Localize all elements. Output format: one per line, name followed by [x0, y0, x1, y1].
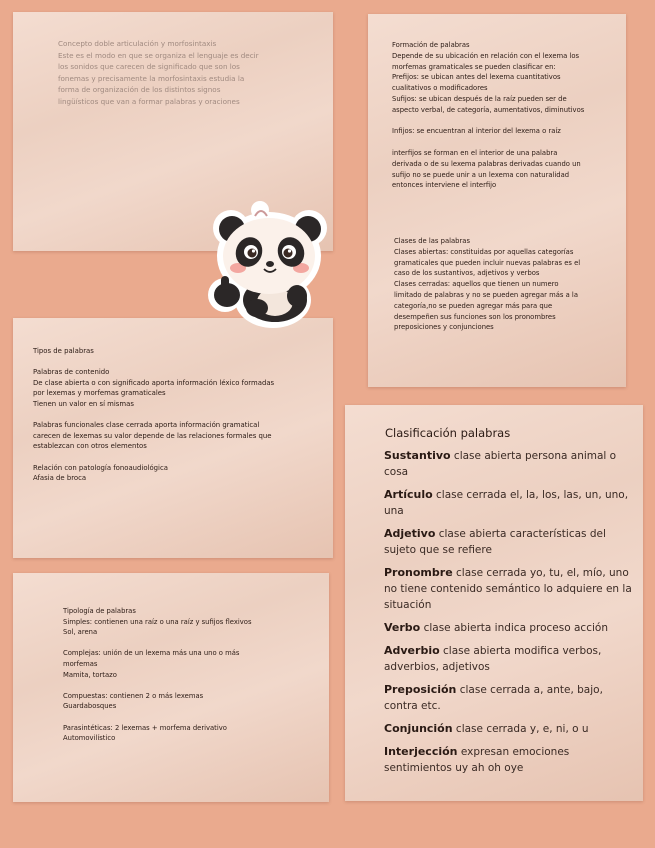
term-desc: clase cerrada el, la, los, las, un, uno, una [384, 489, 629, 517]
card-formacion-palabras [368, 14, 626, 387]
term-desc: clase abierta modifica verbos, adverbios, adjetivos [384, 645, 602, 673]
card-clasificacion-palabras [345, 405, 643, 801]
term-desc: clase cerrada y, e, ni, o u [455, 723, 589, 735]
term-label: Verbo [384, 621, 421, 634]
term-desc: expresan emociones sentimientos uy ah oh oye [384, 746, 570, 774]
term-label: Artículo [384, 488, 433, 501]
term-desc: clase abierta indica proceso acción [423, 622, 608, 634]
list-item [384, 526, 634, 558]
list-item [384, 448, 634, 480]
list-item [384, 682, 634, 714]
term-label: Interjección [384, 745, 458, 758]
card-tipologia-palabras [13, 573, 329, 802]
list-item [384, 744, 634, 776]
clasificacion-heading: Clasificación palabras [385, 426, 511, 440]
list-item [384, 565, 634, 613]
term-label: Adverbio [384, 644, 440, 657]
term-label: Conjunción [384, 722, 453, 735]
term-label: Pronombre [384, 566, 453, 579]
term-desc: clase cerrada a, ante, bajo, contra etc. [384, 684, 603, 712]
term-label: Preposición [384, 683, 457, 696]
panda-sticker-icon [205, 198, 335, 328]
list-item [384, 487, 634, 519]
list-item [384, 721, 634, 737]
card-tipos-palabras [13, 318, 333, 558]
formacion-text: Formación de palabras Depende de su ubicación en relación con el lexema los morfemas gramaticales se pueden clasificar en: Prefijos: se ubican antes del lexema cuantitativos cualitativos o modificadores Sufijos: se ubican después de la raíz pueden ser de aspecto verbal, de categoría, aumentativos, diminutivos Infijos: se encuentran al interior del lexema o raíz interfijos se forman en el interior de una palabra derivada o de su lexema palabras derivadas cuando un sufijo no se puede unir a un lexema con naturalidad entonces interviene el interfijo [392, 41, 585, 190]
term-desc: clase abierta persona animal o cosa [384, 450, 617, 478]
tipos-text: Tipos de palabras Palabras de contenido De clase abierta o con significado aporta información léxico formadas por lexemas y morfemas gramaticales Tienen un valor en sí mismas Palabras funcionales clase cerrada aporta información gramatical carecen de lexemas su valor depende de las relaciones formales que establezcan con otros elementos Relación con patología fonoaudiológica Afasia de broca [33, 347, 275, 483]
list-item [384, 620, 634, 636]
clasificacion-list [384, 448, 634, 783]
clases-palabras-text: Clases de las palabras Clases abiertas: constituidas por aquellas categorías gramaticales que pueden incluir nuevas palabras es el caso de los sustantivos, adjetivos y verbos Clases cerradas: aquellos que tienen un numero limitado de palabras y no se pueden agregar más a la categoría,no se pueden agregar más para que desempeñen sus funciones son los pronombres preposiciones y conjunciones [394, 237, 581, 332]
term-desc: clase cerrada yo, tu, el, mío, uno no tiene contenido semántico lo adquiere en la situación [384, 567, 632, 611]
morfosintaxis-text: Concepto doble articulación y morfosintaxis Este es el modo en que se organiza el lenguaje es decir los sonidos que carecen de significado que son los fonemas y precisamente la morfosintaxis estudia la forma de organización de los distintos signos lingüísticos que van a formar palabras y oraciones [58, 39, 259, 106]
list-item [384, 643, 634, 675]
term-desc: clase abierta características del sujeto que se refiere [384, 528, 606, 556]
term-label: Sustantivo [384, 449, 451, 462]
term-label: Adjetivo [384, 527, 436, 540]
tipologia-text: Tipología de palabras Simples: contienen una raíz o una raíz y sufijos flexivos Sol, arena Complejas: unión de un lexema más una uno o más morfemas Mamita, tortazo Compuestas: contienen 2 o más lexemas Guardabosques Parasintéticas: 2 lexemas + morfema derivativo Automovilístico [63, 607, 252, 743]
